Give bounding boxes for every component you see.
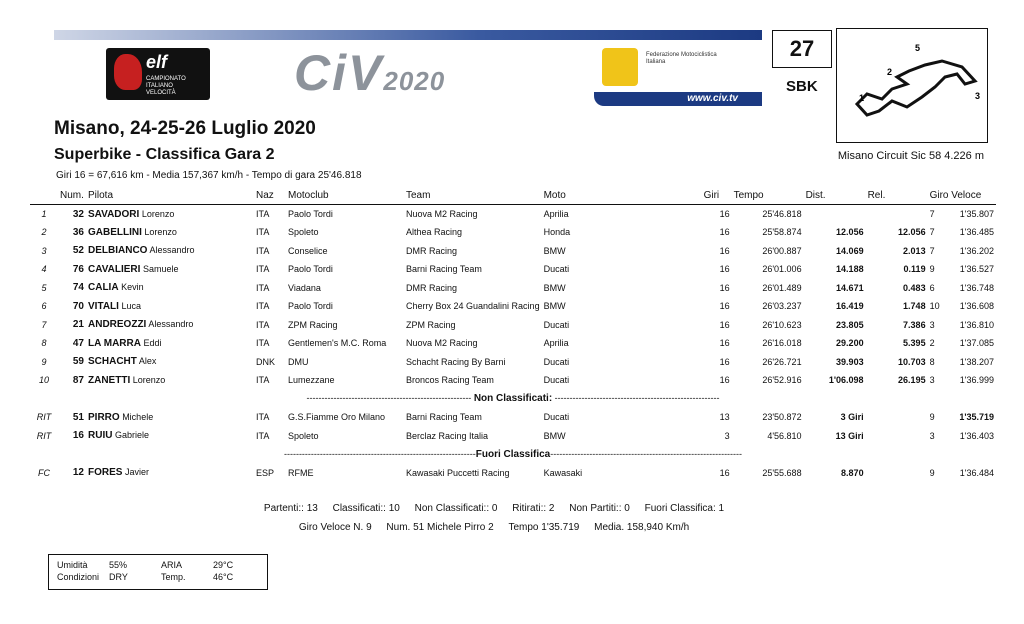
rider-name: Luca [121,300,141,311]
row-number: 16 [72,430,84,442]
row-naz: ITA [256,209,270,219]
italy-map-icon [114,54,142,90]
rider-surname: ANDREOZZI [88,319,147,331]
row-motoclub: Gentlemen's M.C. Roma [288,338,387,349]
col-team: Team [404,186,542,205]
row-pilota [86,316,254,335]
row-giri: 16 [719,227,730,238]
row-best-lap-number: 6 [929,282,935,293]
rider-name: Lorenzo [132,374,166,385]
row-team: Nuova M2 Racing [406,338,478,349]
table-row [30,371,996,390]
table-row [30,205,996,224]
table-row [30,316,996,335]
row-tempo: 26'16.018 [762,338,802,349]
rider-name: Lorenzo [141,208,175,219]
summary-non-classificati: Non Classificati:: 0 [414,503,498,514]
row-number: 76 [72,263,84,275]
table-row [30,242,996,261]
rider-surname: CALIA [88,282,119,294]
row-motoclub: Paolo Tordi [288,264,333,275]
col-dist: Dist. [804,186,866,205]
conditions-value: DRY [109,572,128,582]
row-pilota [86,205,254,224]
row-giri: 16 [719,356,730,367]
row-best-lap: 1'36.484 [959,467,994,478]
row-rel: 10.703 [898,356,926,367]
table-row [30,353,996,372]
row-best-lap-number: 8 [929,356,935,367]
row-giri: 16 [719,301,730,312]
table-row [30,279,996,298]
rider-surname: FORES [88,467,123,479]
rider-name: Alessandro [148,319,194,330]
class-label: SBK [786,78,818,95]
row-tempo: 26'10.623 [762,319,802,330]
row-number: 59 [72,356,84,368]
row-motoclub: Paolo Tordi [288,301,333,312]
row-pilota [86,408,254,427]
separator-non-classificati: ------------------------------------------------------- Non Classificati: ------------------------------------------------------- [306,393,720,405]
col-tempo: Tempo [732,186,804,205]
row-team: Cherry Box 24 Guandalini Racing [406,301,540,312]
row-best-lap-number: 9 [929,467,935,478]
row-giri: 16 [719,319,730,330]
row-number: 52 [72,245,84,257]
row-rel: 12.056 [898,227,926,238]
row-dist: 14.671 [836,282,864,293]
row-position: 6 [41,301,47,312]
row-naz: ITA [256,338,270,349]
row-team: Berclaz Racing Italia [406,430,489,441]
row-number: 51 [72,411,84,423]
elf-logo-text: elf [146,52,168,72]
summary-partenti: Partenti:: 13 [263,503,318,514]
row-best-lap-number: 7 [929,209,935,219]
row-dist: 16.419 [836,301,864,312]
row-team: Barni Racing Team [406,264,482,275]
rider-name: Michele [122,411,154,422]
row-rel: 1.748 [903,301,926,312]
race-info: Giri 16 = 67,616 km - Media 157,367 km/h - Tempo di gara 25'46.818 [56,170,362,181]
row-number: 32 [72,208,84,220]
row-best-lap-number: 9 [929,264,935,275]
row-team: Schacht Racing By Barni [406,356,506,367]
row-moto: Kawasaki [543,467,583,478]
row-moto: Ducati [543,412,570,423]
website-link[interactable]: www.civ.tv [594,92,762,106]
row-team: Barni Racing Team [406,412,482,423]
row-pilota [86,279,254,298]
header-banner [54,30,762,108]
row-naz: ITA [256,301,270,312]
row-dist: 29.200 [836,338,864,349]
rider-surname: CAVALIERI [88,263,141,275]
row-best-lap-number: 9 [929,412,935,423]
row-motoclub: Spoleto [288,227,319,238]
row-rel [866,408,928,427]
row-tempo: 26'03.237 [762,301,802,312]
temp-value: 46°C [213,572,234,582]
row-number: 87 [72,374,84,386]
row-naz: ITA [256,264,270,275]
race-summary [0,503,1024,514]
row-dist: 12.056 [836,227,864,238]
row-moto: Aprilia [543,338,569,349]
rider-name: Javier [124,467,149,478]
rider-name: Samuele [142,263,179,274]
row-tempo: 26'01.489 [762,282,802,293]
row-giri: 16 [719,375,730,386]
row-number: 70 [72,300,84,312]
row-rel: 7.386 [903,319,926,330]
row-naz: DNK [256,356,276,367]
table-row [30,223,996,242]
table-row [30,260,996,279]
row-number: 74 [72,282,84,294]
row-giri: 16 [719,467,730,478]
humidity-value: 55% [109,560,128,570]
col-motoclub: Motoclub [286,186,404,205]
row-naz: ITA [256,227,270,238]
row-position: 7 [41,319,47,330]
table-row [30,408,996,427]
fastest-lap-media: Media. 158,940 Km/h [594,522,690,533]
temp-label: Temp. [161,572,186,582]
row-pilota [86,371,254,390]
row-best-lap: 1'36.608 [959,301,994,312]
civ-year: 2020 [383,66,446,96]
row-naz: ESP [256,467,275,478]
row-giri: 3 [724,430,730,441]
row-position: 9 [41,356,47,367]
separator-fuori-classifica: ----------------------------------------------------------------Fuori Classifica---------------------------------------------------------------- [283,448,743,460]
row-position: RIT [36,430,52,441]
turn-label: 3 [975,91,981,101]
row-pilota [86,242,254,261]
row-best-lap: 1'36.810 [959,319,994,330]
rider-surname: LA MARRA [88,337,141,349]
table-header-row [30,186,996,205]
race-number: 27 [772,30,832,68]
row-best-lap-number: 2 [929,338,935,349]
col-pilota: Pilota [86,186,254,205]
row-giri: 16 [719,338,730,349]
row-dist: 14.188 [836,264,864,275]
row-best-lap-number: 7 [929,227,935,238]
row-best-lap: 1'37.085 [959,338,994,349]
row-giri: 16 [719,209,730,219]
row-rel [866,205,928,224]
row-moto: Ducati [543,319,570,330]
row-rel: 2.013 [903,245,926,256]
row-tempo: 23'50.872 [762,412,802,423]
track-outline [857,61,975,115]
row-best-lap: 1'38.207 [959,356,994,367]
row-team: Kawasaki Puccetti Racing [406,467,510,478]
row-best-lap-number: 7 [929,245,935,256]
fastest-lap-giro: Giro Veloce N. 9 [298,522,372,533]
civ-title [294,44,445,102]
row-dist: 8.870 [841,467,864,478]
row-tempo: 25'46.818 [762,209,802,219]
row-team: Nuova M2 Racing [406,209,478,219]
col-rel: Rel. [866,186,928,205]
rider-surname: RUIU [88,430,113,442]
row-naz: ITA [256,245,270,256]
row-tempo: 25'58.874 [762,227,802,238]
col-giri: Giri [702,186,732,205]
row-motoclub: G.S.Fiamme Oro Milano [288,412,386,423]
table-row [30,464,996,483]
row-position: 3 [41,245,47,256]
row-pilota [86,297,254,316]
turn-label: 1 [859,93,865,103]
row-best-lap: 1'35.807 [959,209,994,219]
fastest-lap-num: Num. 51 Michele Pirro 2 [386,522,494,533]
row-best-lap-number: 3 [929,430,935,441]
row-naz: ITA [256,430,270,441]
col-naz: Naz [254,186,286,205]
rider-surname: DELBIANCO [88,245,148,257]
col-moto: Moto [542,186,702,205]
row-dist: 39.903 [836,356,864,367]
summary-ritirati: Ritirati:: 2 [512,503,555,514]
col-num: Num. [58,186,86,205]
rider-surname: SAVADORI [88,208,140,220]
turn-label: 2 [887,67,893,77]
row-rel: 0.119 [903,264,926,275]
row-position: 8 [41,338,47,349]
conditions-label: Condizioni [57,572,100,582]
rider-name: Alex [138,356,157,367]
row-dist [804,205,866,224]
row-naz: ITA [256,319,270,330]
track-map [836,28,988,143]
row-pilota [86,464,254,483]
row-position: 5 [41,282,47,293]
row-naz: ITA [256,412,270,423]
summary-non-partiti: Non Partiti:: 0 [569,503,630,514]
rider-surname: SCHACHT [88,356,137,368]
row-pilota [86,223,254,242]
rider-name: Eddi [143,337,162,348]
row-motoclub: Conselice [288,245,328,256]
row-pilota [86,427,254,446]
rider-name: Alessandro [149,245,195,256]
logo-subtitle: CAMPIONATO ITALIANO VELOCITÀ [146,76,186,96]
rider-name: Lorenzo [144,226,177,237]
table-row [30,334,996,353]
row-best-lap-number: 10 [929,301,940,312]
row-team: Althea Racing [406,227,463,238]
row-rel: 5.395 [903,338,926,349]
row-moto: BMW [543,282,566,293]
separator-label: Fuori Classifica [475,448,551,460]
row-position: 4 [41,264,47,275]
row-giri: 13 [719,412,730,423]
row-number: 12 [72,467,84,479]
table-row [30,297,996,316]
results-table [30,186,996,482]
rider-surname: VITALI [88,300,119,312]
circuit-info: Misano Circuit Sic 58 4.226 m [837,150,984,162]
row-dist: 1'06.098 [828,375,864,386]
civ-title-text: CiV [294,45,384,101]
row-number: 47 [72,337,84,349]
row-giri: 16 [719,245,730,256]
row-moto: Ducati [543,375,570,386]
race-title: Superbike - Classifica Gara 2 [54,146,275,163]
row-moto: Aprilia [543,209,569,219]
row-moto: Ducati [543,356,570,367]
banner-stripe [54,30,762,40]
rider-name: Gabriele [114,430,149,441]
row-naz: ITA [256,282,270,293]
row-best-lap: 1'36.527 [959,264,994,275]
row-best-lap: 1'36.485 [959,227,994,238]
row-position: FC [38,467,50,478]
row-team: DMR Racing [406,245,458,256]
table-row [30,427,996,446]
rider-surname: ZANETTI [88,374,131,386]
row-motoclub: Paolo Tordi [288,209,333,219]
rider-name: Kevin [121,282,144,293]
row-moto: BMW [543,430,566,441]
row-position: 1 [41,209,47,219]
humidity-label: Umidità [57,560,88,570]
row-moto: Honda [543,227,571,238]
row-tempo: 4'56.810 [767,430,802,441]
row-tempo: 26'26.721 [762,356,802,367]
row-motoclub: RFME [288,467,314,478]
fastest-lap-tempo: Tempo 1'35.719 [508,522,580,533]
civ-elf-logo [106,48,210,100]
air-value: 29°C [213,560,234,570]
row-moto: BMW [543,301,566,312]
row-motoclub: Viadana [288,282,321,293]
row-position: 10 [38,375,49,386]
row-position: RIT [36,412,52,423]
row-number: 36 [72,226,84,238]
weather-box [48,554,268,590]
col-giro-veloce: Giro Veloce [928,186,996,205]
row-motoclub: ZPM Racing [288,319,338,330]
row-giri: 16 [719,264,730,275]
row-dist: 13 Giri [835,430,864,441]
row-best-lap: 1'35.719 [959,412,994,423]
row-rel: 26.195 [898,375,926,386]
row-motoclub: DMU [288,356,309,367]
row-pilota [86,334,254,353]
row-motoclub: Lumezzane [288,375,335,386]
rider-surname: PIRRO [88,411,120,423]
row-rel [866,427,928,446]
row-dist: 14.069 [836,245,864,256]
row-number: 21 [72,319,84,331]
row-position: 2 [41,227,47,238]
row-moto: Ducati [543,264,570,275]
col-pos [30,186,58,205]
summary-fuori: Fuori Classifica: 1 [644,503,725,514]
row-tempo: 26'00.887 [762,245,802,256]
row-best-lap-number: 3 [929,375,935,386]
row-motoclub: Spoleto [288,430,319,441]
row-moto: BMW [543,245,566,256]
air-label: ARIA [161,560,183,570]
federation-name: Federazione Motociclistica Italiana [646,52,717,65]
row-best-lap: 1'36.403 [959,430,994,441]
separator-label: Non Classificati: [473,393,553,405]
turn-label: 5 [915,43,921,53]
row-tempo: 25'55.688 [762,467,802,478]
row-best-lap: 1'36.748 [959,282,994,293]
row-team: ZPM Racing [406,319,456,330]
row-rel [866,464,928,483]
row-team: Broncos Racing Team [406,375,494,386]
row-best-lap: 1'36.202 [959,245,994,256]
row-dist: 3 Giri [840,412,864,423]
row-tempo: 26'52.916 [762,375,802,386]
fastest-lap-summary [0,522,1024,533]
row-best-lap: 1'36.999 [959,375,994,386]
row-pilota [86,353,254,372]
summary-classificati: Classificati:: 10 [332,503,400,514]
row-pilota [86,260,254,279]
row-giri: 16 [719,282,730,293]
track-map-icon [837,29,987,142]
row-team: DMR Racing [406,282,458,293]
row-rel: 0.483 [903,282,926,293]
row-naz: ITA [256,375,270,386]
fmi-logo-icon [602,48,638,86]
event-title: Misano, 24-25-26 Luglio 2020 [54,118,316,139]
row-dist: 23.805 [836,319,864,330]
rider-surname: GABELLINI [88,226,142,238]
row-best-lap-number: 3 [929,319,935,330]
row-tempo: 26'01.006 [762,264,802,275]
